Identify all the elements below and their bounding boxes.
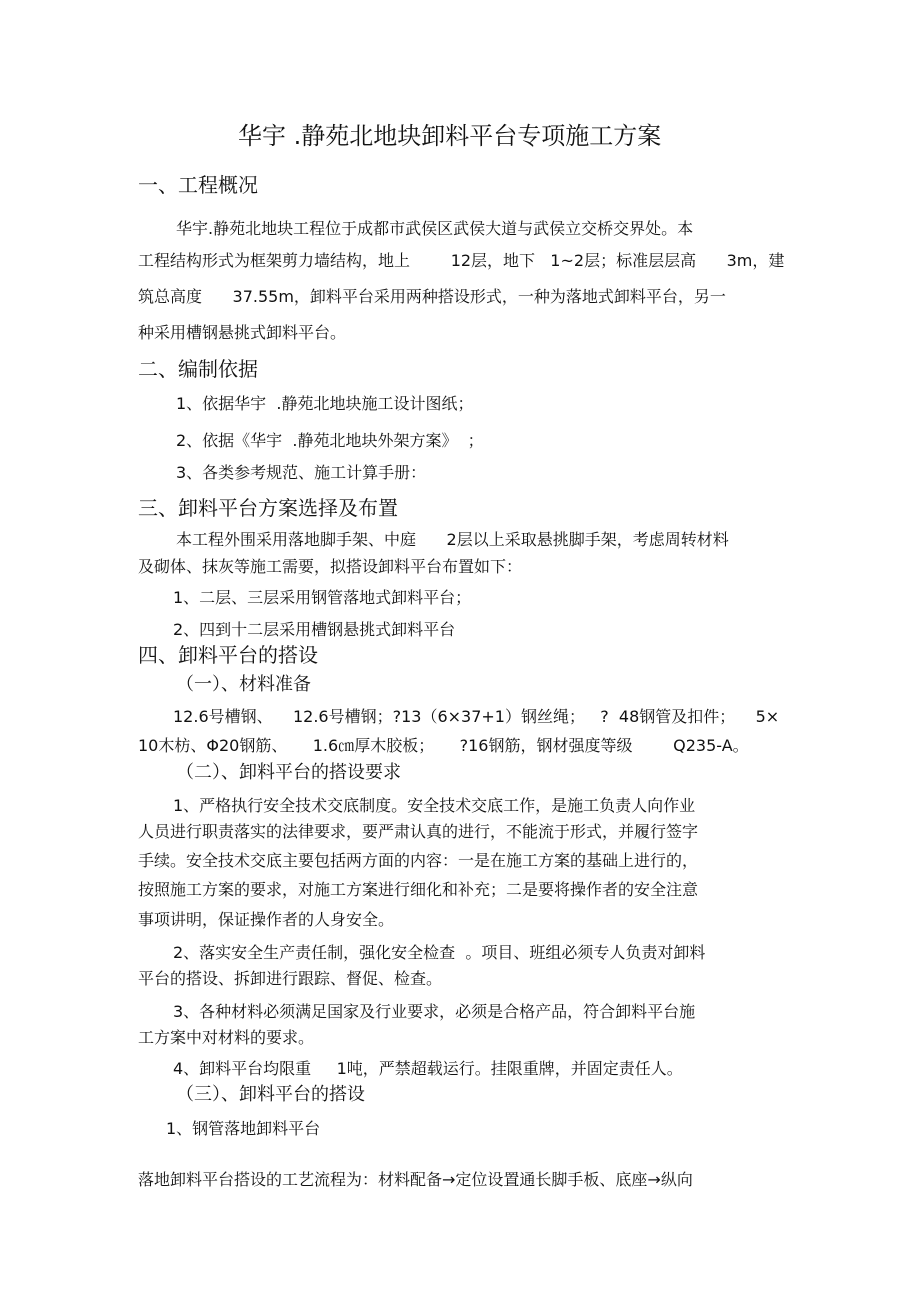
paragraph-line: 3、各种材料必须满足国家及行业要求，必须是合格产品，符合卸料平台施: [173, 1002, 696, 1021]
paragraph-line: 工方案中对材料的要求。: [138, 1028, 315, 1047]
paragraph-line: 平台的搭设、拆卸进行跟踪、督促、检查。: [138, 969, 443, 988]
paragraph-line: 2、落实安全生产责任制，强化安全检查 。项目、班组必须专人负责对卸料: [173, 943, 706, 962]
section-heading-1: 一、工程概况: [138, 173, 258, 197]
paragraph-line: 12.6号槽钢、 12.6号槽钢；?13（6×37+1）钢丝绳； ? 48钢管及扣件； 5×: [173, 707, 780, 726]
subsection-heading: （三）、卸料平台的搭设: [176, 1084, 365, 1105]
paragraph-line: 本工程外围采用落地脚手架、中庭 2层以上采取悬挑脚手架，考虑周转材料: [176, 530, 729, 549]
list-item: 2、四到十二层采用槽钢悬挑式卸料平台: [173, 620, 456, 639]
section-heading-3: 三、卸料平台方案选择及布置: [138, 496, 398, 520]
subsection-heading: （一）、材料准备: [176, 674, 311, 695]
paragraph-line: 种采用槽钢悬挑式卸料平台。: [138, 323, 347, 342]
paragraph-line: 人员进行职责落实的法律要求，要严肃认真的进行，不能流于形式，并履行签字: [138, 822, 699, 841]
document-title: 华宇 .静苑北地块卸料平台专项施工方案: [238, 122, 662, 150]
paragraph-line: 事项讲明，保证操作者的人身安全。: [138, 910, 395, 929]
paragraph-line: 手续。安全技术交底主要包括两方面的内容：一是在施工方案的基础上进行的，: [138, 851, 699, 870]
list-item: 2、依据《华宇 .静苑北地块外架方案》 ；: [176, 431, 484, 450]
list-item: 1、依据华宇 .静苑北地块施工设计图纸；: [176, 394, 474, 413]
subsection-heading: （二）、卸料平台的搭设要求: [176, 762, 401, 783]
paragraph-line: 1、严格执行安全技术交底制度。安全技术交底工作，是施工负责人向作业: [173, 796, 696, 815]
paragraph-line: 落地卸料平台搭设的工艺流程为：材料配备→定位设置通长脚手板、底座→纵向: [138, 1170, 693, 1189]
list-item: 1、二层、三层采用钢管落地式卸料平台；: [173, 588, 472, 607]
list-item: 3、各类参考规范、施工计算手册：: [176, 463, 427, 482]
section-heading-4: 四、卸料平台的搭设: [138, 643, 318, 667]
paragraph-line: 4、卸料平台均限重 1吨，严禁超载运行。挂限重牌，并固定责任人。: [173, 1059, 683, 1078]
paragraph-line: 工程结构形式为框架剪力墙结构，地上 12层，地下 1~2层；标准层层高 3m，建: [138, 251, 785, 270]
paragraph-line: 10木枋、Φ20钢筋、 1.6㎝厚木胶板； ?16钢筋，钢材强度等级 Q235-A。: [138, 736, 749, 755]
list-item: 1、钢管落地卸料平台: [166, 1119, 321, 1138]
paragraph-line: 筑总高度 37.55m，卸料平台采用两种搭设形式，一种为落地式卸料平台，另一: [138, 287, 726, 306]
paragraph-line: 及砌体、抹灰等施工需要，拟搭设卸料平台布置如下：: [138, 557, 523, 576]
paragraph-line: 华宇.静苑北地块工程位于成都市武侯区武侯大道与武侯立交桥交界处。本: [176, 219, 694, 238]
paragraph-line: 按照施工方案的要求，对施工方案进行细化和补充；二是要将操作者的安全注意: [138, 880, 699, 899]
section-heading-2: 二、编制依据: [138, 357, 258, 381]
